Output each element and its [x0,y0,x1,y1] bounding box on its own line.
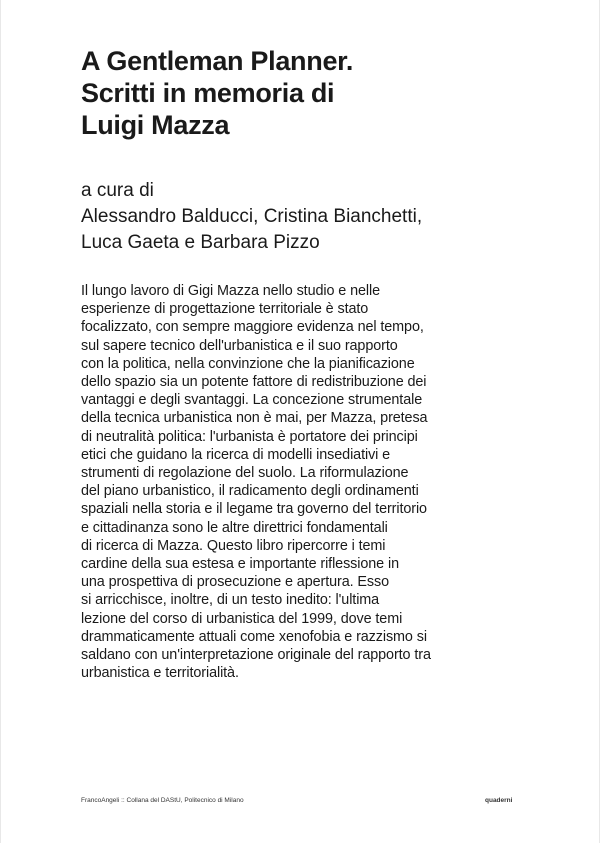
abstract-line: di ricerca di Mazza. Questo libro ripercorre i temi [81,537,386,554]
editors-block [81,178,561,256]
abstract-line: urbanistica e territorialità. [81,665,239,682]
abstract-line: del piano urbanistico, il radicamento degli ordinamenti [81,483,419,500]
abstract-line: strumenti di regolazione del suolo. La riformulazione [81,465,409,482]
abstract-line: vantaggi e degli svantaggi. La concezione strumentale [81,392,423,409]
editors-intro: a cura di [81,180,154,201]
abstract-line: cardine della sua estesa e importante riflessione in [81,556,399,573]
abstract-line: spaziali nella storia e il legame tra governo del territorio [81,501,427,518]
abstract-line: della tecnica urbanistica non è mai, per Mazza, pretesa [81,410,428,427]
abstract-line: focalizzato, con sempre maggiore evidenza nel tempo, [81,319,424,336]
publisher-series-label: FrancoAngeli :: Collana del DAStU, Politecnico di Milano [81,797,244,804]
title-line: Scritti in memoria di [81,78,335,108]
abstract-line: una prospettiva di prosecuzione e apertura. Esso [81,574,389,591]
abstract-line: di neutralità politica: l'urbanista è portatore dei principi [81,428,418,445]
abstract-line: drammaticamente attuali come xenofobia e razzismo si [81,628,427,645]
abstract-line: lezione del corso di urbanistica del 1999, dove temi [81,610,403,627]
title-line: Luigi Mazza [81,110,230,140]
abstract-line: si arricchisce, inoltre, di un testo inedito: l'ultima [81,592,380,609]
abstract-line: dello spazio sia un potente fattore di redistribuzione dei [81,374,427,391]
abstract-line: e cittadinanza sono le altre direttrici fondamentali [81,519,388,536]
book-abstract [81,282,541,682]
abstract-line: con la politica, nella convinzione che la pianificazione [81,355,415,372]
title-line: A Gentleman Planner. [81,46,354,76]
abstract-line: Il lungo lavoro di Gigi Mazza nello studio e nelle [81,283,380,299]
abstract-line: saldano con un'interpretazione originale del rapporto tra [81,647,431,664]
abstract-line: etici che guidano la ricerca di modelli insediativi e [81,446,391,463]
book-title [81,45,551,141]
editors-names: Luca Gaeta e Barbara Pizzo [81,232,320,253]
editors-names: Alessandro Balducci, Cristina Bianchetti, [81,206,423,227]
abstract-line: sul sapere tecnico dell'urbanistica e il suo rapporto [81,337,398,354]
series-name-label: quaderni [485,797,513,804]
abstract-line: esperienze di progettazione territoriale è stato [81,301,369,318]
